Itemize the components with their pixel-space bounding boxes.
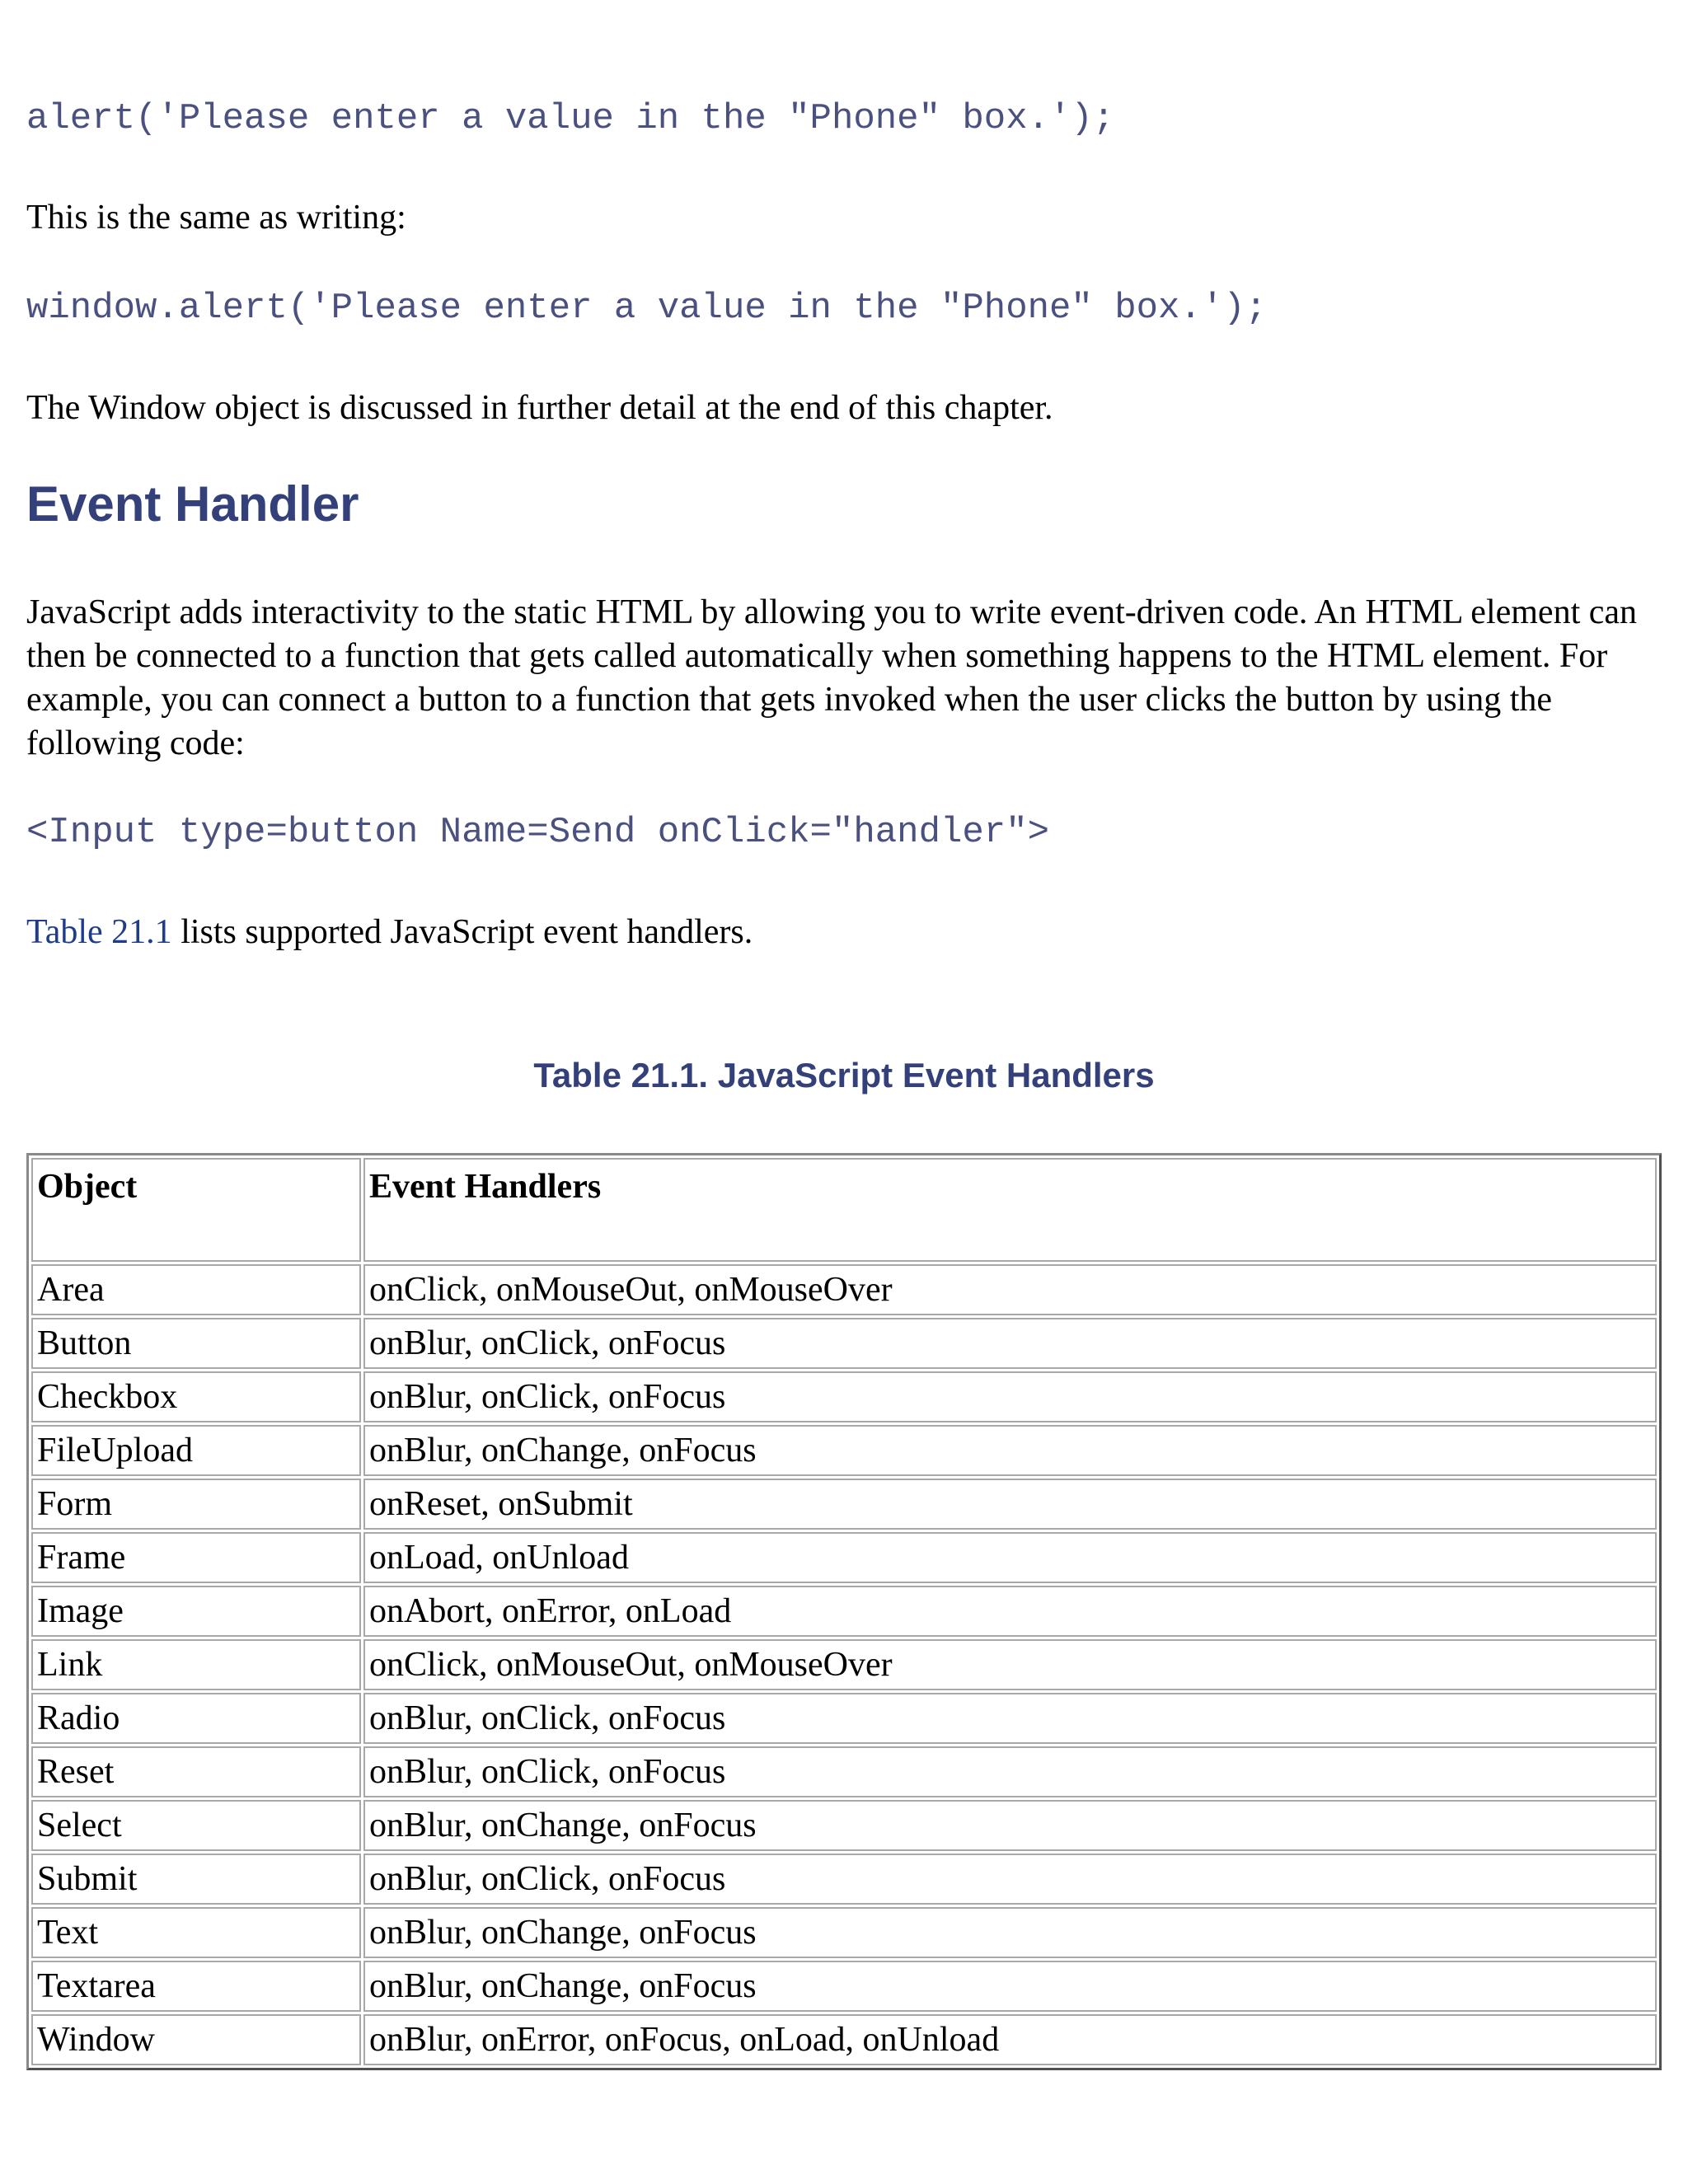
paragraph-table-reference — [26, 911, 1658, 954]
object-cell: Frame — [31, 1532, 361, 1583]
table-row — [31, 1854, 1657, 1905]
object-cell: Text — [31, 1907, 361, 1958]
code-alert: alert('Please enter a value in the "Phone" box.'); — [26, 98, 1115, 139]
object-cell: Link — [31, 1639, 361, 1690]
event-handlers-table-wrapper — [26, 1153, 1662, 2070]
event-handlers-table — [26, 1153, 1662, 2070]
handlers-cell: onBlur, onError, onFocus, onLoad, onUnload — [363, 2014, 1657, 2065]
table-caption: Table 21.1. JavaScript Event Handlers — [533, 1056, 1155, 1094]
object-cell: Textarea — [31, 1961, 361, 2012]
handlers-cell: onAbort, onError, onLoad — [363, 1586, 1657, 1637]
table-row — [31, 1907, 1657, 1958]
handlers-cell: onBlur, onChange, onFocus — [363, 1425, 1657, 1476]
handlers-cell: onLoad, onUnload — [363, 1532, 1657, 1583]
object-cell: Form — [31, 1479, 361, 1530]
object-cell: Submit — [31, 1854, 361, 1905]
handlers-cell: onBlur, onClick, onFocus — [363, 1693, 1657, 1744]
table-reference-link[interactable]: Table 21.1 — [26, 913, 172, 951]
object-cell: Select — [31, 1800, 361, 1851]
handlers-cell: onBlur, onChange, onFocus — [363, 1800, 1657, 1851]
section-heading: Event Handler — [26, 476, 359, 532]
table-row — [31, 1961, 1657, 2012]
table-row — [31, 1693, 1657, 1744]
table-row — [31, 1532, 1657, 1583]
table-row — [31, 1746, 1657, 1797]
object-cell: Area — [31, 1264, 361, 1315]
header-event-handlers: Event Handlers — [363, 1158, 1657, 1262]
handlers-cell: onBlur, onClick, onFocus — [363, 1318, 1657, 1369]
table-row — [31, 1371, 1657, 1422]
table-row — [31, 1800, 1657, 1851]
paragraph-window-object: The Window object is discussed in further detail at the end of this chapter. — [26, 389, 1053, 427]
handlers-cell: onBlur, onClick, onFocus — [363, 1746, 1657, 1797]
object-cell: FileUpload — [31, 1425, 361, 1476]
handlers-cell: onClick, onMouseOut, onMouseOver — [363, 1264, 1657, 1315]
object-cell: Window — [31, 2014, 361, 2065]
table-row — [31, 1639, 1657, 1690]
object-cell: Button — [31, 1318, 361, 1369]
handlers-cell: onBlur, onChange, onFocus — [363, 1961, 1657, 2012]
object-cell: Reset — [31, 1746, 361, 1797]
table-reference-text: lists supported JavaScript event handlers. — [171, 913, 753, 951]
table-row — [31, 1586, 1657, 1637]
table-row — [31, 1264, 1657, 1315]
code-input-button: <Input type=button Name=Send onClick="handler"> — [26, 812, 1050, 853]
table-row — [31, 1479, 1657, 1530]
handlers-cell: onBlur, onChange, onFocus — [363, 1907, 1657, 1958]
handlers-cell: onClick, onMouseOut, onMouseOver — [363, 1639, 1657, 1690]
header-object: Object — [31, 1158, 361, 1262]
table-row — [31, 2014, 1657, 2065]
paragraph-event-intro: JavaScript adds interactivity to the static HTML by allowing you to write event-driven code. An HTML element can then be connected to a function that gets called automatically when something happens to the HTML element. For example, you can connect a button to a function that gets invoked when the user clicks the button by using the following code: — [26, 593, 1638, 762]
table-row — [31, 1318, 1657, 1369]
table-row — [31, 1425, 1657, 1476]
paragraph-same-as: This is the same as writing: — [26, 199, 406, 237]
table-header-row — [31, 1158, 1657, 1262]
handlers-cell: onBlur, onClick, onFocus — [363, 1854, 1657, 1905]
object-cell: Radio — [31, 1693, 361, 1744]
object-cell: Checkbox — [31, 1371, 361, 1422]
handlers-cell: onBlur, onClick, onFocus — [363, 1371, 1657, 1422]
object-cell: Image — [31, 1586, 361, 1637]
handlers-cell: onReset, onSubmit — [363, 1479, 1657, 1530]
code-window-alert: window.alert('Please enter a value in the "Phone" box.'); — [26, 288, 1268, 329]
